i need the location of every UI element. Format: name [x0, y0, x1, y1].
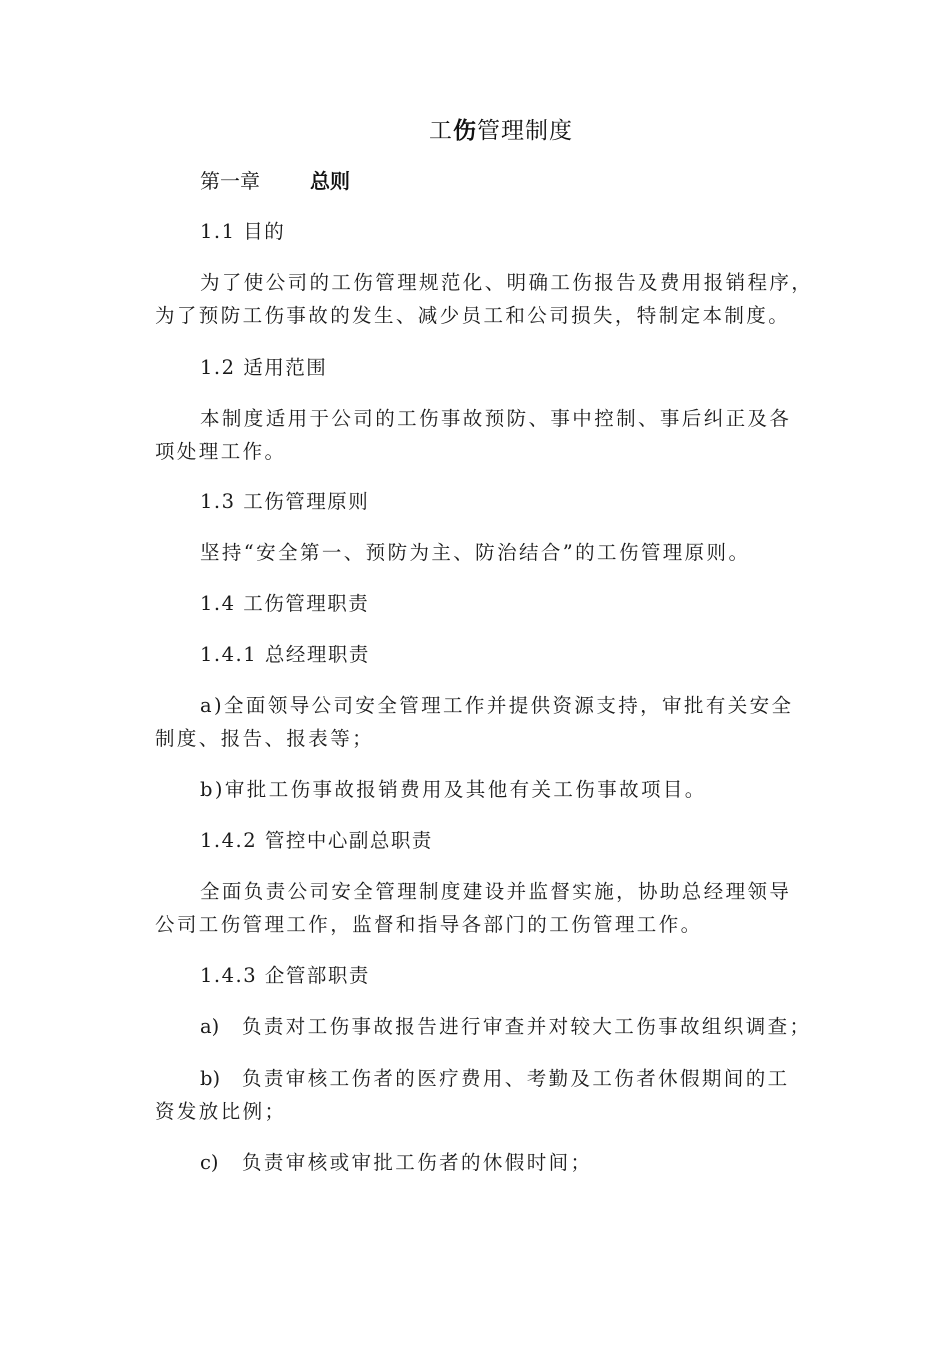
section-1-4-3-heading: 1.4.3 企管部职责	[200, 964, 370, 987]
document-title	[0, 112, 950, 145]
paragraph-line: 公司工伤管理工作，监督和指导各部门的工伤管理工作。	[155, 913, 703, 936]
title-bold-char: 伤	[453, 118, 477, 144]
paragraph-line: 为了使公司的工伤管理规范化、明确工伤报告及费用报销程序，	[200, 271, 814, 294]
section-1-1-heading: 1.1 目的	[200, 220, 286, 243]
paragraph-line: b)审批工伤事故报销费用及其他有关工伤事故项目。	[200, 778, 707, 801]
section-1-4-heading: 1.4 工伤管理职责	[200, 592, 370, 615]
paragraph-line: 坚持“安全第一、预防为主、防治结合”的工伤管理原则。	[200, 541, 751, 564]
paragraph-line: 项处理工作。	[155, 440, 287, 463]
section-1-4-1-item-b	[155, 773, 810, 806]
section-1-1-paragraph	[155, 266, 814, 332]
list-marker: b)	[200, 1067, 221, 1090]
paragraph-line: a)全面领导公司安全管理工作并提供资源支持，审批有关安全	[200, 694, 794, 717]
section-1-4-3-item-a	[155, 1010, 810, 1043]
paragraph-line	[155, 1146, 810, 1179]
section-1-3-paragraph	[155, 536, 810, 569]
title-prefix: 工	[429, 118, 453, 144]
section-1-4-2-heading: 1.4.2 管控中心副总职责	[200, 829, 433, 852]
section-1-3-heading: 1.3 工伤管理原则	[200, 490, 370, 513]
list-marker: c)	[200, 1151, 219, 1174]
paragraph-line	[155, 1062, 810, 1095]
section-1-4-3-item-b	[155, 1062, 810, 1128]
paragraph-line: 制度、报告、报表等；	[155, 727, 375, 750]
section-1-4-1-heading: 1.4.1 总经理职责	[200, 643, 370, 666]
list-marker: a)	[200, 1015, 220, 1038]
chapter-number: 第一章	[200, 169, 260, 193]
section-1-4-3-item-c	[155, 1146, 810, 1179]
section-1-4-2-paragraph	[155, 875, 810, 941]
title-suffix: 管理制度	[477, 118, 573, 144]
chapter-heading	[200, 165, 350, 194]
paragraph-line	[155, 1010, 810, 1043]
paragraph-line: 为了预防工伤事故的发生、减少员工和公司损失，特制定本制度。	[155, 304, 791, 327]
section-1-4-1-item-a	[155, 689, 810, 755]
paragraph-line: 资发放比例；	[155, 1100, 287, 1123]
paragraph-line: 本制度适用于公司的工伤事故预防、事中控制、事后纠正及各	[200, 407, 792, 430]
paragraph-line: 全面负责公司安全管理制度建设并监督实施，协助总经理领导	[200, 880, 792, 903]
section-1-2-heading: 1.2 适用范围	[200, 356, 328, 379]
section-1-2-paragraph	[155, 402, 810, 468]
list-text: 负责审核或审批工伤者的休假时间；	[242, 1151, 593, 1174]
list-text: 负责审核工伤者的医疗费用、考勤及工伤者休假期间的工	[242, 1067, 790, 1090]
chapter-name: 总则	[310, 169, 350, 193]
list-text: 负责对工伤事故报告进行审查并对较大工伤事故组织调查；	[242, 1015, 812, 1038]
